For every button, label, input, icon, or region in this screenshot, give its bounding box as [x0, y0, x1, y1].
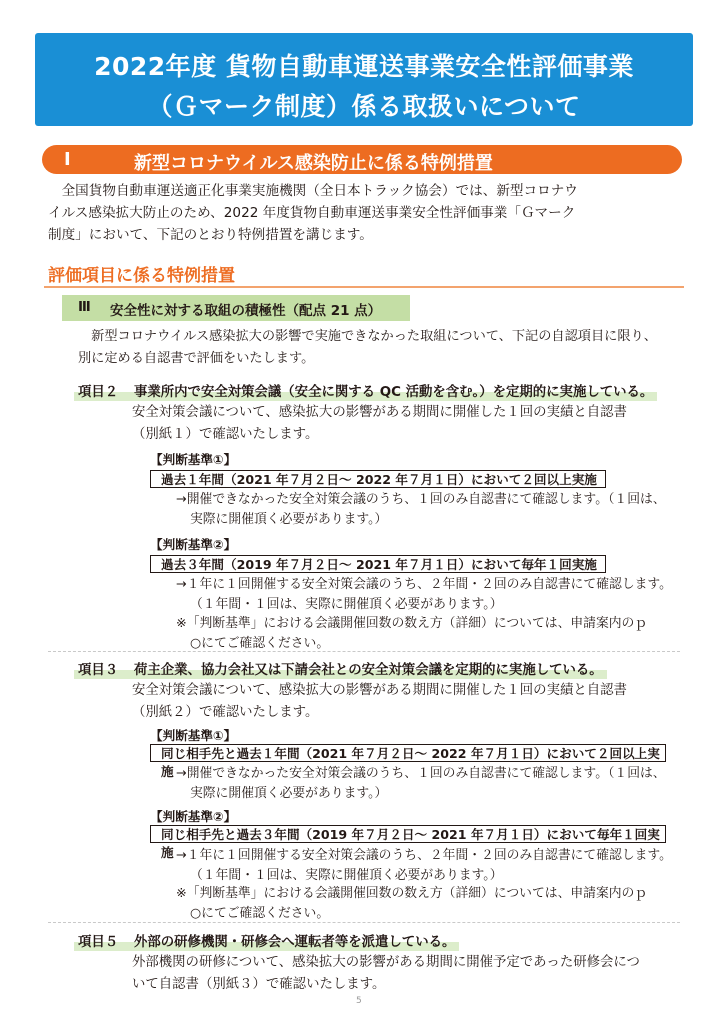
item-title: 事業所内で安全対策会議（安全に関する QC 活動を含む。）を定期的に実施している。: [134, 385, 654, 400]
criterion-box: 同じ相手先と過去１年間（2021 年７月２日～ 2022 年７月１日）において２回以上実施: [150, 744, 666, 762]
item-number: 項目３: [78, 663, 119, 678]
intro-line: イルス感染拡大防止のため、2022 年度貨物自動車運送事業安全性評価事業「Ｇマーク: [48, 205, 576, 221]
item-number: 項目２: [78, 385, 119, 400]
criterion-note: [176, 764, 666, 804]
remark-line: ※「判断基準」における会議開催回数の数え方（詳細）については、申請案内のｐ: [176, 886, 648, 901]
section-heading: [42, 145, 682, 174]
item-heading: [74, 381, 657, 401]
category-desc-line: 新型コロナウイルス感染拡大の影響で実施できなかった取組について、下記の自認項目に限り、: [78, 329, 657, 344]
section-number: Ⅰ: [64, 149, 71, 170]
page-number: 5: [356, 996, 362, 1006]
category-number: Ⅲ: [78, 299, 91, 315]
criterion-box: 過去３年間（2019 年７月２日～ 2021 年７月１日）において毎年１回実施: [150, 555, 606, 573]
heading-underline: [44, 286, 684, 288]
intro-line: 制度」において、下記のとおり特例措置を講じます。: [48, 227, 373, 243]
criterion-label: 【判断基準②】: [150, 809, 237, 824]
item-description: [132, 952, 692, 996]
item-title: 外部の研修機関・研修会へ運転者等を派遣している。: [134, 935, 456, 950]
item-desc-line: 外部機関の研修について、感染拡大の影響がある期間に開催予定であった研修会につ: [132, 955, 640, 970]
category-description: [78, 326, 688, 370]
item-desc-line: いて自認書（別紙３）で確認いたします。: [132, 977, 386, 992]
item-title: 荷主企業、協力会社又は下請会社との安全対策会議を定期的に実施している。: [134, 663, 603, 678]
criterion-note: [176, 490, 666, 530]
criterion-note-line: （１年間・１回は、実際に開催頂く必要があります。）: [190, 597, 503, 612]
criterion-note-line: （１年間・１回は、実際に開催頂く必要があります。）: [190, 868, 503, 883]
eval-items-heading: 評価項目に係る特例措置: [48, 266, 235, 286]
category-desc-line: 別に定める自認書で評価をいたします。: [78, 351, 315, 366]
document-title-box: [35, 33, 693, 126]
intro-paragraph: [48, 180, 683, 246]
criterion-note: [176, 575, 672, 615]
item-description: [132, 680, 692, 724]
divider: [48, 922, 680, 923]
criterion-note-line: →１年に１回開催する安全対策会議のうち、２年間・２回のみ自認書にて確認します。: [176, 848, 672, 863]
remark: [176, 614, 647, 654]
criterion-note-line: 実際に開催頂く必要があります。）: [190, 512, 388, 527]
criterion-box: 過去１年間（2021 年７月２日～ 2022 年７月１日）において２回以上実施: [150, 470, 606, 488]
section-label: 新型コロナウイルス感染防止に係る特例措置: [134, 153, 493, 174]
category-heading: [62, 295, 410, 321]
criterion-label: 【判断基準①】: [150, 452, 237, 467]
document-title-line1: 2022年度 貨物自動車運送事業安全性評価事業: [94, 52, 634, 81]
remark-line: ○にてご確認ください。: [190, 636, 330, 651]
intro-line: 全国貨物自動車運送適正化事業実施機関（全日本トラック協会）では、新型コロナウ: [48, 183, 578, 199]
criterion-box: 同じ相手先と過去３年間（2019 年７月２日～ 2021 年７月１日）において毎年１回実施: [150, 825, 666, 843]
item-heading: [74, 659, 607, 679]
criterion-note-line: →開催できなかった安全対策会議のうち、１回のみ自認書にて確認します。（１回は、: [176, 492, 666, 507]
remark-line: ※「判断基準」における会議開催回数の数え方（詳細）については、申請案内のｐ: [176, 616, 648, 631]
item-desc-line: （別紙１）で確認いたします。: [132, 427, 319, 442]
divider: [48, 651, 680, 652]
document-title-line2: （Ｇマーク制度）係る取扱いについて: [147, 92, 581, 121]
criterion-label: 【判断基準①】: [150, 728, 237, 743]
criterion-note: [176, 846, 672, 886]
criterion-label: 【判断基準②】: [150, 537, 237, 552]
item-number: 項目５: [78, 935, 119, 950]
remark: [176, 884, 647, 924]
item-desc-line: 安全対策会議について、感染拡大の影響がある期間に開催した１回の実績と自認書: [132, 405, 627, 420]
item-heading: [74, 931, 459, 951]
criterion-note-line: →開催できなかった安全対策会議のうち、１回のみ自認書にて確認します。（１回は、: [176, 766, 666, 781]
item-desc-line: 安全対策会議について、感染拡大の影響がある期間に開催した１回の実績と自認書: [132, 683, 627, 698]
remark-line: ○にてご確認ください。: [190, 906, 330, 921]
criterion-note-line: →１年に１回開催する安全対策会議のうち、２年間・２回のみ自認書にて確認します。: [176, 577, 672, 592]
category-label: 安全性に対する取組の積極性（配点 21 点）: [110, 303, 382, 319]
criterion-note-line: 実際に開催頂く必要があります。）: [190, 786, 388, 801]
item-description: [132, 402, 692, 446]
item-desc-line: （別紙２）で確認いたします。: [132, 705, 319, 720]
